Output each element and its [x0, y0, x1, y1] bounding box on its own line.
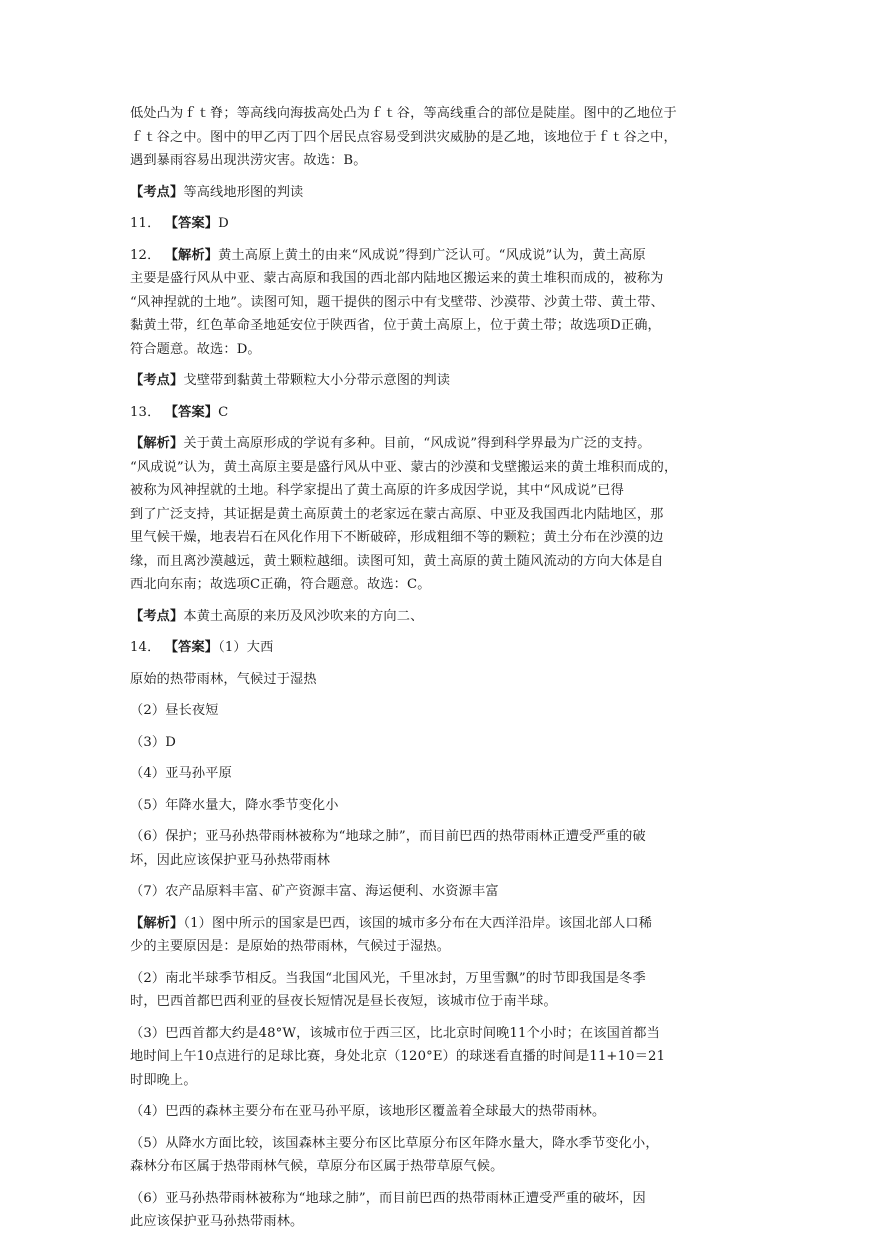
text-line: [130, 1210, 750, 1234]
line-text: 原始的热带雨林，气候过于湿热: [130, 671, 317, 687]
text-line: [130, 605, 750, 629]
line-text: （4）亚马孙平原: [130, 766, 232, 781]
text-line: [130, 699, 750, 723]
paragraph: [130, 794, 750, 818]
text-line: [130, 102, 750, 126]
line-text: （4）巴西的森林主要分布在亚马孙平原，该地形区覆盖着全球最大的热带雨林。: [130, 1104, 606, 1119]
text-line: [130, 369, 750, 393]
document-page: [130, 102, 750, 1242]
section-label: 【解析】: [164, 247, 219, 263]
question-number: 11．: [130, 216, 165, 231]
line-text: 遇到暴雨容易出现洪涝灾害。故选：B。: [130, 153, 367, 168]
line-text: 时即晚上。: [130, 1072, 197, 1088]
paragraph: [130, 731, 750, 755]
text-line: [130, 314, 750, 338]
question-number: 12．: [130, 247, 165, 263]
paragraph: [130, 636, 750, 660]
line-text: 时，巴西首都巴西利亚的昼夜长短情况是昼长夜短，该城市位于南半球。: [130, 994, 557, 1009]
paragraph: [130, 1187, 750, 1234]
text-line: [130, 212, 750, 236]
line-text: 到了广泛支持，其证据是黄土高原黄土的老家远在蒙古高原、中亚及我国西北内陆地区，那: [130, 506, 664, 522]
section-label: 【解析】: [130, 915, 184, 931]
question-number: 13．: [130, 404, 165, 420]
line-text: 坏，因此应该保护亚马孙热带雨林: [130, 852, 331, 868]
line-text: 被称为风神捏就的土地。科学家提出了黄土高原的许多成因学说，其中“风成说”已得: [130, 483, 624, 498]
text-line: [130, 794, 750, 818]
section-label: 【考点】: [130, 184, 184, 200]
text-line: [130, 1155, 750, 1179]
text-line: [130, 1069, 750, 1093]
paragraph: [130, 401, 750, 425]
text-line: [130, 126, 750, 150]
text-line: [130, 731, 750, 755]
text-line: [130, 1132, 750, 1156]
line-text: （6）亚马孙热带雨林被称为“地球之肺”，而目前巴西的热带雨林正遭受严重的破坏，因: [130, 1190, 646, 1206]
line-text: （5）从降水方面比较，该国森林主要分布区比草原分布区年降水量大，降水季节变化小，: [130, 1135, 659, 1151]
line-text: 黏黄土带，红色革命圣地延安位于陕西省，位于黄土高原上，位于黄土带；故选项D正确，: [130, 318, 661, 333]
line-text: （5）年降水量大，降水季节变化小: [130, 797, 339, 813]
paragraph: [130, 967, 750, 1014]
line-text: 缘，而且离沙漠越远，黄土颗粒越细。读图可知，黄土高原的黄土随风流动的方向大体是自: [130, 553, 664, 569]
line-text: ｆｔ谷之中。图中的甲乙丙丁四个居民点容易受到洪灾威胁的是乙地，该地位于ｆｔ谷之中，: [130, 129, 677, 145]
paragraph: [130, 102, 750, 173]
paragraph: [130, 668, 750, 692]
line-text: （2）南北半球季节相反。当我国“北国风光，千里冰封，万里雪飘”的时节即我国是冬季: [130, 970, 646, 986]
text-line: [130, 503, 750, 527]
text-line: [130, 456, 750, 480]
section-label: 【答案】: [164, 404, 219, 420]
paragraph: [130, 605, 750, 629]
line-text: “风成说”认为，黄土高原主要是盛行风从中亚、蒙古的沙漠和戈壁搬运来的黄土堆积而成的，: [130, 459, 678, 475]
text-line: [130, 338, 750, 362]
paragraph: [130, 880, 750, 904]
text-line: [130, 401, 750, 425]
text-line: [130, 912, 750, 936]
line-text: 本黄土高原的来历及风沙吹来的方向二、: [183, 608, 424, 624]
section-label: 【答案】: [164, 216, 219, 231]
text-line: [130, 267, 750, 291]
line-text: “风神捏就的土地”。读图可知，题干提供的图示中有戈壁带、沙漠带、沙黄土带、黄土带、: [130, 294, 664, 310]
text-line: [130, 825, 750, 849]
text-line: [130, 967, 750, 991]
line-text: C: [218, 404, 229, 420]
paragraph: [130, 912, 750, 959]
line-text: 森林分布区属于热带雨林气候，草原分布区属于热带草原气候。: [130, 1159, 504, 1174]
line-text: （6）保护；亚马孙热带雨林被称为“地球之肺”，而目前巴西的热带雨林正遭受严重的破: [130, 829, 646, 844]
section-label: 【考点】: [130, 373, 184, 388]
text-line: [130, 550, 750, 574]
line-text: （3）D: [130, 734, 176, 750]
paragraph: [130, 369, 750, 393]
line-text: D: [218, 216, 229, 231]
paragraph: [130, 1132, 750, 1179]
text-line: [130, 935, 750, 959]
line-text: （1）图中所示的国家是巴西，该国的城市多分布在大西洋沿岸。该国北部人口稀: [183, 915, 653, 931]
line-text: （3）巴西首都大约是48°W，该城市位于西三区，比北京时间晚11个小时；在该国首都当: [130, 1025, 660, 1041]
section-label: 【答案】: [164, 640, 219, 655]
line-text: 里气候干燥，地表岩石在风化作用下不断破碎，形成粗细不等的颗粒；黄土分布在沙漠的边: [130, 530, 664, 545]
line-text: 此应该保护亚马孙热带雨林。: [130, 1214, 304, 1229]
paragraph: [130, 825, 750, 872]
text-line: [130, 244, 750, 268]
text-line: [130, 149, 750, 173]
text-line: [130, 479, 750, 503]
text-line: [130, 849, 750, 873]
section-label: 【考点】: [130, 608, 184, 624]
text-line: [130, 526, 750, 550]
line-text: 符合题意。故选：D。: [130, 341, 261, 357]
line-text: 主要是盛行风从中亚、蒙古高原和我国的西北部内陆地区搬运来的黄土堆积而成的，被称为: [130, 271, 664, 286]
paragraph: [130, 1022, 750, 1093]
text-line: [130, 1045, 750, 1069]
line-text: 少的主要原因是：是原始的热带雨林，气候过于湿热。: [130, 939, 451, 954]
line-text: 低处凸为ｆｔ脊；等高线向海拔高处凸为ｆｔ谷，等高线重合的部位是陡崖。图中的乙地位于: [130, 106, 677, 121]
line-text: （1）大西: [218, 640, 274, 655]
line-text: 戈壁带到黏黄土带颗粒大小分带示意图的判读: [183, 373, 451, 388]
paragraph: [130, 181, 750, 205]
text-line: [130, 636, 750, 660]
text-line: [130, 1187, 750, 1211]
line-text: （2）昼长夜短: [130, 703, 219, 718]
line-text: 关于黄土高原形成的学说有多种。目前，“风成说”得到科学界最为广泛的支持。: [183, 436, 651, 451]
text-line: [130, 762, 750, 786]
text-line: [130, 1022, 750, 1046]
text-line: [130, 181, 750, 205]
question-number: 14．: [130, 640, 165, 655]
section-label: 【解析】: [130, 436, 184, 451]
line-text: 黄土高原上黄土的由来“风成说”得到广泛认可。“风成说”认为，黄土高原: [218, 247, 646, 263]
line-text: 等高线地形图的判读: [183, 184, 304, 200]
text-line: [130, 291, 750, 315]
paragraph: [130, 432, 750, 597]
text-line: [130, 1100, 750, 1124]
text-line: [130, 573, 750, 597]
paragraph: [130, 762, 750, 786]
text-line: [130, 432, 750, 456]
line-text: 西北向东南；故选项C正确，符合题意。故选：C。: [130, 577, 431, 592]
paragraph: [130, 1100, 750, 1124]
text-line: [130, 668, 750, 692]
text-line: [130, 990, 750, 1014]
paragraph: [130, 212, 750, 236]
text-line: [130, 880, 750, 904]
paragraph: [130, 699, 750, 723]
line-text: （7）农产品原料丰富、矿产资源丰富、海运便利、水资源丰富: [130, 884, 499, 899]
line-text: 地时间上午10点进行的足球比赛，身处北京（120°E）的球迷看直播的时间是11+10＝21: [130, 1049, 666, 1064]
paragraph: [130, 244, 750, 362]
